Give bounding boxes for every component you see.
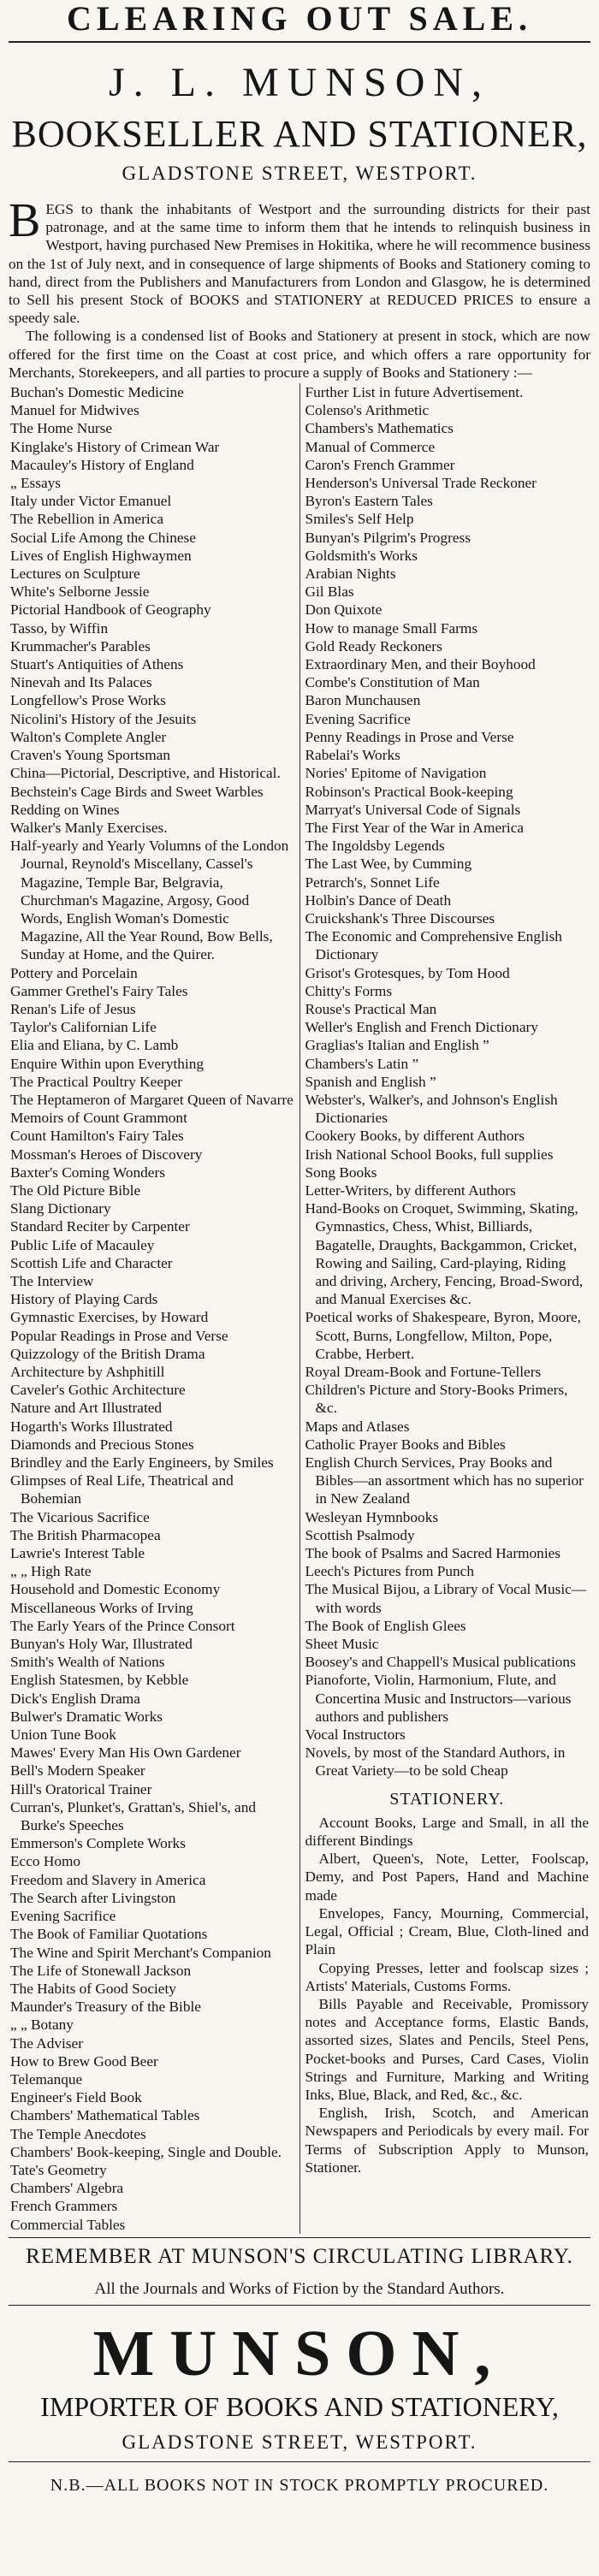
book-entry: The British Pharmacopea bbox=[10, 1526, 161, 1543]
divider bbox=[9, 2305, 590, 2306]
book-entry: Chambers's Mathematics bbox=[305, 420, 454, 437]
book-entry: „ Essays bbox=[10, 475, 62, 492]
book-entry: Renan's Life of Jesus bbox=[10, 1000, 136, 1017]
book-entry: Union Tune Book bbox=[10, 1726, 116, 1744]
book-entry: How to Brew Good Beer bbox=[10, 2052, 158, 2070]
book-entry: Nicolini's History of the Jesuits bbox=[10, 710, 197, 727]
book-entry: Elia and Eliana, by C. Lamb bbox=[10, 1037, 179, 1054]
book-entry: Emmerson's Complete Works bbox=[10, 1835, 186, 1852]
book-entry: Maunder's Treasury of the Bible bbox=[10, 1999, 201, 2016]
book-entry: Chambers' Mathematical Tables bbox=[10, 2107, 200, 2124]
book-entry: Pianoforte, Violin, Harmonium, Flute, and Concertina Music and Instructors—various authors and publishers bbox=[305, 1672, 572, 1725]
proprietor-name: J. L. MUNSON, bbox=[108, 60, 491, 105]
book-entry: The book of Psalms and Sacred Harmonies bbox=[305, 1545, 561, 1562]
stationery-heading: STATIONERY. bbox=[389, 1789, 505, 1809]
book-entry: Chambers' Algebra bbox=[10, 2180, 124, 2197]
book-entry: Novels, by most of the Standard Authors, in Great Variety—to be sold Cheap bbox=[305, 1744, 566, 1780]
book-entry: The Last Wee, by Cumming bbox=[305, 856, 472, 873]
book-entry: Lawrie's Interest Table bbox=[10, 1545, 145, 1562]
book-entry: Tasso, by Wiffin bbox=[10, 619, 109, 637]
book-entry: Song Books bbox=[305, 1164, 377, 1181]
book-entry: French Grammers bbox=[10, 2198, 118, 2215]
book-entry: Royal Dream-Book and Fortune-Tellers bbox=[305, 1364, 542, 1380]
book-entry: English Statesmen, by Kebble bbox=[10, 1672, 189, 1689]
book-entry: The First Year of the War in America bbox=[305, 819, 525, 836]
book-entry: Petrarch's, Sonnet Life bbox=[305, 873, 440, 891]
book-entry: Poetical works of Shakespeare, Byron, Moore, Scott, Burns, Longfellow, Milton, Pope, Crabbe, Herbert. bbox=[305, 1309, 582, 1362]
book-entry: Bunyan's Holy War, Illustrated bbox=[10, 1636, 193, 1653]
book-entry: Smiles's Self Help bbox=[305, 511, 414, 528]
book-entry: Cookery Books, by different Authors bbox=[305, 1128, 525, 1145]
book-entry: Hogarth's Works Illustrated bbox=[10, 1418, 173, 1435]
divider bbox=[9, 41, 590, 43]
book-entry: Walker's Manly Exercises. bbox=[10, 819, 168, 836]
book-entry: Webster's, Walker's, and Johnson's English Dictionaries bbox=[305, 1091, 558, 1127]
book-entry: Popular Readings in Prose and Verse bbox=[10, 1327, 228, 1344]
book-entry: Pictorial Handbook of Geography bbox=[10, 601, 211, 619]
book-entry: Chitty's Forms bbox=[305, 982, 393, 999]
book-entry: Bell's Modern Speaker bbox=[10, 1762, 145, 1780]
importer-title: IMPORTER OF BOOKS AND STATIONERY, bbox=[40, 2390, 559, 2422]
shop-address: GLADSTONE STREET, WESTPORT. bbox=[122, 163, 477, 184]
book-entry: Cruickshank's Three Discourses bbox=[305, 909, 495, 927]
book-entry: Irish National School Books, full supplies bbox=[305, 1146, 554, 1163]
book-entry: White's Selborne Jessie bbox=[10, 583, 150, 601]
stationery-item: Account Books, Large and Small, in all the different Bindings bbox=[305, 1814, 589, 1850]
book-entry: Buchan's Domestic Medicine bbox=[10, 384, 184, 401]
book-entry: „ „ Botany bbox=[10, 2016, 74, 2034]
book-entry: Letter-Writers, by different Authors bbox=[305, 1181, 516, 1199]
stationery-item: Albert, Queen's, Note, Letter, Foolscap, Demy, and Post Papers, Hand and Machine made bbox=[305, 1851, 589, 1904]
stationery-item: Bills Payable and Receivable, Promissory notes and Acceptance forms, Elastic Bands, assorted sizes, Slates and Pencils, Steel Pens, Pocket-books and Purses, Card Cases, Violin Strings and Furniture, Marking and Writing Inks, Blue, Black, and Red, &c., &c. bbox=[305, 1995, 589, 2103]
book-entry: Quizzology of the British Drama bbox=[10, 1345, 205, 1362]
book-entry: China—Pictorial, Descriptive, and Historical. bbox=[10, 765, 281, 782]
footer-address: GLADSTONE STREET, WESTPORT. bbox=[122, 2431, 477, 2453]
right-book-entries bbox=[305, 383, 590, 1780]
book-entry: Manual of Commerce bbox=[305, 438, 436, 455]
trade-title: BOOKSELLER AND STATIONER, bbox=[11, 113, 588, 155]
munson-title: MUNSON, bbox=[92, 2317, 507, 2389]
book-entry: Caron's French Grammer bbox=[305, 456, 455, 473]
book-entry: English Church Services, Pray Books and Bibles—an assortment which has no superior in New Zealand bbox=[305, 1454, 584, 1507]
book-entry: Bunyan's Pilgrim's Progress bbox=[305, 529, 471, 546]
book-entry: Ecco Homo bbox=[10, 1853, 81, 1870]
book-entry: Baron Munchausen bbox=[305, 692, 421, 709]
book-entry: Evening Sacrifice bbox=[10, 1908, 116, 1925]
book-entry: Arabian Nights bbox=[305, 566, 396, 583]
book-entry: Brindley and the Early Engineers, by Smiles bbox=[10, 1454, 274, 1472]
book-entry: The Economic and Comprehensive English Dictionary bbox=[305, 928, 562, 963]
book-entry: Byron's Eastern Tales bbox=[305, 493, 433, 510]
book-entry: The Practical Poultry Keeper bbox=[10, 1073, 183, 1090]
ad-headline: CLEARING OUT SALE. bbox=[66, 0, 533, 38]
stock-note: N.B.—ALL BOOKS NOT IN STOCK PROMPTLY PROCURED. bbox=[50, 2475, 549, 2495]
book-entry: Commercial Tables bbox=[10, 2216, 126, 2233]
book-entry: Redding on Wines bbox=[10, 801, 120, 818]
book-entry: Half-yearly and Yearly Volumns of the London Journal, Reynold's Miscellany, Cassel's Magazine, Temple Bar, Belgravia, Churchman's Magazine, Argosy, Good Words, English Woman's Domestic Magazine, All the Year Round, Bow Bells, Sunday at Home, and the Quirer. bbox=[10, 838, 289, 963]
book-entry: Enquire Within upon Everything bbox=[10, 1055, 205, 1072]
book-entry: Weller's English and French Dictionary bbox=[305, 1019, 538, 1036]
book-entry: The Life of Stonewall Jackson bbox=[10, 1962, 192, 1979]
book-entry: Evening Sacrifice bbox=[305, 710, 411, 727]
book-entry: The Interview bbox=[10, 1272, 94, 1289]
library-banner: REMEMBER AT MUNSON'S CIRCULATING LIBRARY. bbox=[26, 2244, 573, 2268]
book-entry: Gammer Grethel's Fairy Tales bbox=[10, 982, 188, 999]
intro-text bbox=[9, 194, 590, 382]
book-entry: Grisot's Grotesques, by Tom Hood bbox=[305, 964, 510, 981]
book-entry: Glimpses of Real Life, Theatrical and Bohemian bbox=[10, 1472, 234, 1507]
book-entry: The Temple Anecdotes bbox=[10, 2125, 146, 2142]
book-entry: Tate's Geometry bbox=[10, 2161, 107, 2178]
book-entry: The Search after Livingston bbox=[10, 1889, 176, 1906]
book-entry: Rabelai's Works bbox=[305, 747, 400, 764]
book-entry: Leech's Pictures from Punch bbox=[305, 1563, 474, 1580]
intro-paragraph-2: The following is a condensed list of Books and Stationery at present in stock, which are now offered for the first time on the Coast at cost price, and which offers a rare opportunity for Merchants, Storekeepers, and all parties to procure a supply of Books and Stationery :— bbox=[9, 328, 590, 381]
book-entry: Hill's Oratorical Trainer bbox=[10, 1780, 152, 1797]
book-entry: Rouse's Practical Man bbox=[305, 1000, 437, 1017]
book-entry: Pottery and Porcelain bbox=[10, 964, 138, 981]
book-entry: Telemanque bbox=[10, 2070, 83, 2087]
book-entry: Lives of English Highwaymen bbox=[10, 547, 192, 564]
book-entry: Kinglake's History of Crimean War bbox=[10, 438, 220, 455]
book-entry: Scottish Life and Character bbox=[10, 1254, 173, 1271]
book-entry: Manuel for Midwives bbox=[10, 402, 139, 419]
book-entry: Lectures on Sculpture bbox=[10, 566, 140, 583]
book-entry: The Old Picture Bible bbox=[10, 1181, 141, 1199]
book-entry: Stuart's Antiquities of Athens bbox=[10, 656, 184, 673]
book-entry: The Musical Bijou, a Library of Vocal Music—with words bbox=[305, 1581, 587, 1616]
book-entry: Gold Ready Reckoners bbox=[305, 637, 442, 654]
book-entry: Architecture by Ashphitill bbox=[10, 1364, 165, 1380]
divider bbox=[9, 2461, 590, 2462]
book-entry: The Ingoldsby Legends bbox=[305, 838, 445, 855]
book-entry: Chambers's Latin ” bbox=[305, 1055, 419, 1072]
book-entry: The Book of Familiar Quotations bbox=[10, 1926, 208, 1943]
book-entry: The Book of English Glees bbox=[305, 1617, 466, 1634]
book-entry: Public Life of Macauley bbox=[10, 1236, 155, 1253]
book-entry: Children's Picture and Story-Books Primers, &c. bbox=[305, 1382, 568, 1417]
book-entry: Marryat's Universal Code of Signals bbox=[305, 801, 521, 818]
book-entry: Household and Domestic Economy bbox=[10, 1581, 221, 1598]
book-entry: Holbin's Dance of Death bbox=[305, 891, 452, 909]
book-entry: Miscellaneous Works of Irving bbox=[10, 1599, 193, 1616]
book-entry: Mawes' Every Man His Own Gardener bbox=[10, 1744, 241, 1762]
book-entry: Chambers' Book-keeping, Single and Double. bbox=[10, 2143, 282, 2160]
intro-paragraph bbox=[9, 194, 590, 327]
book-entry: Goldsmith's Works bbox=[305, 547, 418, 564]
book-entry: Nories' Epitome of Navigation bbox=[305, 765, 487, 782]
book-entry: The Rebellion in America bbox=[10, 511, 163, 528]
book-entry: History of Playing Cards bbox=[10, 1291, 158, 1308]
book-entry: Combe's Constitution of Man bbox=[305, 674, 480, 691]
book-entry: Bechstein's Cage Birds and Sweet Warbles bbox=[10, 783, 264, 800]
book-entry: Italy under Victor Emanuel bbox=[10, 493, 172, 510]
book-entry: „ „ High Rate bbox=[10, 1563, 92, 1580]
book-entry: Freedom and Slavery in America bbox=[10, 1871, 206, 1888]
book-entry: Robinson's Practical Book-keeping bbox=[305, 783, 513, 800]
book-entry: The Heptameron of Margaret Queen of Navarre bbox=[10, 1091, 294, 1108]
book-entry: Memoirs of Count Grammont bbox=[10, 1110, 187, 1127]
book-entry: Catholic Prayer Books and Bibles bbox=[305, 1436, 506, 1453]
book-entry: The Home Nurse bbox=[10, 420, 113, 437]
book-entry: The Wine and Spirit Merchant's Companion bbox=[10, 1944, 271, 1961]
book-list-left-column bbox=[9, 383, 300, 2234]
book-entry: Standard Reciter by Carpenter bbox=[10, 1218, 190, 1235]
book-entry: The Adviser bbox=[10, 2034, 83, 2052]
book-entry: The Early Years of the Prince Consort bbox=[10, 1617, 235, 1634]
book-entry: Engineer's Field Book bbox=[10, 2089, 142, 2106]
book-list bbox=[9, 383, 590, 2234]
book-entry: Spanish and English ” bbox=[305, 1073, 436, 1090]
book-entry: Krummacher's Parables bbox=[10, 637, 151, 654]
book-entry: Social Life Among the Chinese bbox=[10, 529, 196, 546]
book-entry: Macauley's History of England bbox=[10, 456, 194, 473]
book-entry: Count Hamilton's Fairy Tales bbox=[10, 1128, 184, 1145]
book-entry: Gil Blas bbox=[305, 583, 354, 601]
book-entry: The Habits of Good Society bbox=[10, 1980, 176, 1997]
stationery-item: Copying Presses, letter and foolscap sizes ; Artists' Materials, Customs Forms. bbox=[305, 1959, 589, 1994]
stationery-entries bbox=[305, 1814, 590, 2176]
book-entry: Graglias's Italian and English ” bbox=[305, 1037, 489, 1054]
book-entry: Penny Readings in Prose and Verse bbox=[305, 728, 514, 745]
book-entry: Maps and Atlases bbox=[305, 1418, 410, 1435]
book-entry: Smith's Wealth of Nations bbox=[10, 1654, 165, 1671]
book-entry: Diamonds and Precious Stones bbox=[10, 1436, 194, 1453]
stationery-item: Envelopes, Fancy, Mourning, Commercial, Legal, Official ; Cream, Blue, Cloth-lined and Plain bbox=[305, 1904, 589, 1958]
book-entry: Further List in future Advertisement. bbox=[305, 384, 524, 401]
book-entry: The Vicarious Sacrifice bbox=[10, 1508, 150, 1525]
book-entry: Colenso's Arithmetic bbox=[305, 402, 430, 419]
book-entry: Mossman's Heroes of Discovery bbox=[10, 1146, 203, 1163]
book-entry: Slang Dictionary bbox=[10, 1200, 111, 1217]
book-entry: Hand-Books on Croquet, Swimming, Skating, Gymnastics, Chess, Whist, Billiards, Bagatelle, Draughts, Backgammon, Cricket, Rowing and Sailing, Card-playing, Riding and driving, Archery, Fencing, Broad-Sword, and Manual Exercises &c. bbox=[305, 1200, 584, 1308]
intro-paragraph-1: EGS to thank the inhabitants of Westport and the surrounding districts for their past patronage, and at the same time to inform them that he intends to relinquish business in Westport, having purchased New Premises in Hokitika, where he will recommence business on the 1st of July next, and in consequence of large shipments of Books and Stationery coming to hand, direct from the Publishers and Manufacturers from London and Glasgow, he is determined to Sell his present Stock of BOOKS and STATIONERY at REDUCED PRICES to ensure a speedy sale. bbox=[9, 201, 590, 327]
drop-cap: B bbox=[9, 194, 41, 247]
book-entry: Wesleyan Hymnbooks bbox=[305, 1508, 439, 1525]
divider bbox=[9, 2237, 590, 2238]
book-list-right-column bbox=[300, 383, 591, 2234]
book-entry: Curran's, Plunket's, Grattan's, Shiel's, and Burke's Speeches bbox=[10, 1798, 257, 1834]
book-entry: Sheet Music bbox=[305, 1636, 379, 1653]
book-entry: Gymnastic Exercises, by Howard bbox=[10, 1309, 209, 1326]
book-entry: Taylor's Californian Life bbox=[10, 1019, 157, 1036]
library-subnote: All the Journals and Works of Fiction by the Standard Authors. bbox=[94, 2279, 505, 2298]
book-entry: Extraordinary Men, and their Boyhood bbox=[305, 656, 536, 673]
book-entry: Dick's English Drama bbox=[10, 1690, 140, 1707]
book-entry: Baxter's Coming Wonders bbox=[10, 1164, 165, 1181]
book-entry: Caveler's Gothic Architecture bbox=[10, 1382, 186, 1399]
book-entry: Walton's Complete Angler bbox=[10, 728, 167, 745]
book-entry: Bulwer's Dramatic Works bbox=[10, 1708, 163, 1725]
book-entry: Nature and Art Illustrated bbox=[10, 1400, 163, 1417]
stationery-item: English, Irish, Scotch, and American Newspapers and Periodicals by every mail. For Terms of Subscription Apply to Munson, Stationer. bbox=[305, 2105, 589, 2176]
book-entry: Boosey's and Chappell's Musical publications bbox=[305, 1654, 576, 1671]
book-entry: Longfellow's Prose Works bbox=[10, 692, 166, 709]
book-entry: How to manage Small Farms bbox=[305, 619, 478, 637]
book-entry: Vocal Instructors bbox=[305, 1726, 406, 1744]
book-entry: Don Quixote bbox=[305, 601, 383, 619]
book-entry: Henderson's Universal Trade Reckoner bbox=[305, 475, 537, 492]
book-entry: Craven's Young Sportsman bbox=[10, 747, 170, 764]
book-entry: Scottish Psalmody bbox=[305, 1526, 415, 1543]
book-entry: Ninevah and Its Palaces bbox=[10, 674, 152, 691]
